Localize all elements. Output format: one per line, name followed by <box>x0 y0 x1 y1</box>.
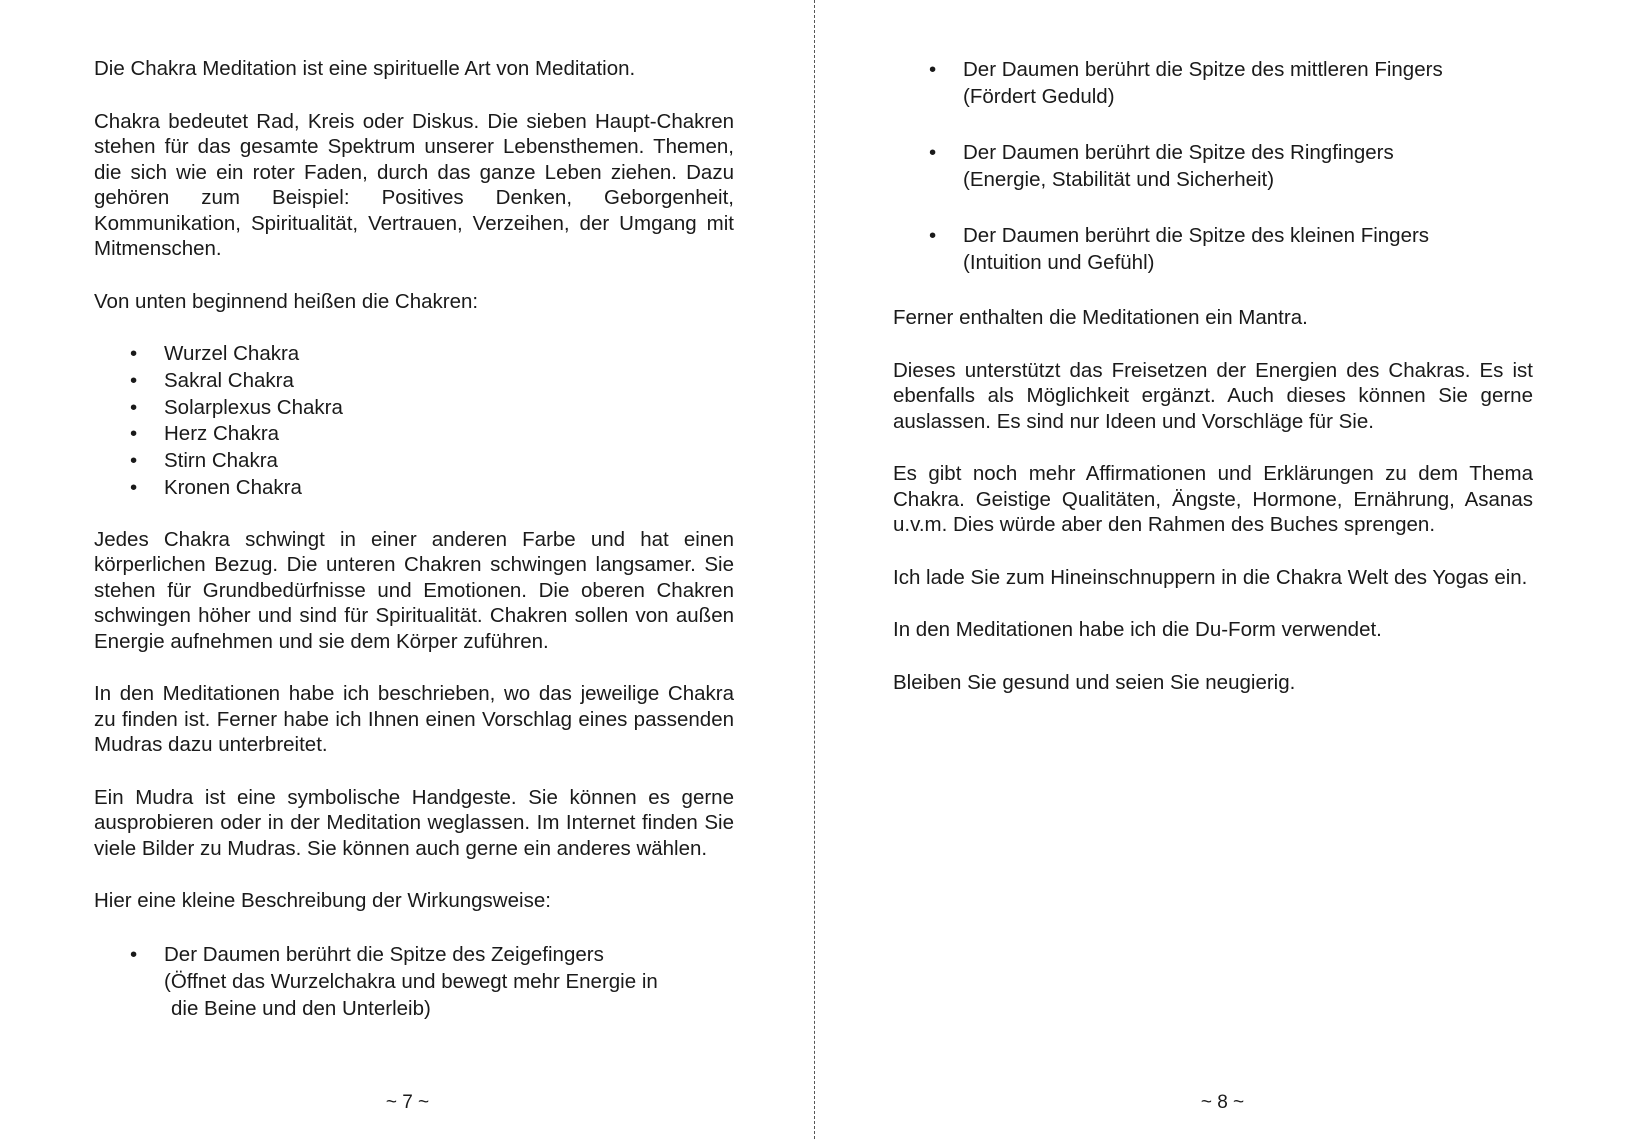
chakra-list <box>94 341 734 502</box>
left-text-column <box>94 56 734 1051</box>
page-number: ~ 8 ~ <box>1200 1092 1245 1113</box>
meditation-description-paragraph: In den Meditationen habe ich beschrieben, wo das jeweilige Chakra zu finden ist. Ferner habe ich Ihnen einen Vorschlag eines passenden Mudras dazu unterbreitet. <box>94 682 734 757</box>
bullet-icon: • <box>929 141 937 164</box>
list-item: • Sakral Chakra <box>130 368 734 395</box>
mudra-description: (Fördert Geduld) <box>963 85 1115 108</box>
mudra-title: Der Daumen berührt die Spitze des Ringfingers <box>963 141 1394 164</box>
list-item: • Wurzel Chakra <box>130 341 734 368</box>
affirmations-paragraph: Es gibt noch mehr Affirmationen und Erklärungen zu dem Thema Chakra. Geistige Qualitäten, Ängste, Hormone, Ernährung, Asanas u.v.m. Dies würde aber den Rahmen des Buches sprengen. <box>893 462 1533 536</box>
list-item <box>929 56 1533 110</box>
mudra-description: (Öffnet das Wurzelchakra und bewegt mehr Energie in <box>164 969 658 993</box>
mudra-description: die Beine und den Unterleib) <box>171 996 431 1020</box>
chakra-vibration-paragraph: Jedes Chakra schwingt in einer anderen Farbe und hat einen körperlichen Bezug. Die unteren Chakren schwingen langsamer. Sie stehen für Grundbedürfnisse und Emotionen. Die oberen Chakren schwingen höher und sind für Spiritualität. Chakren sollen von außen Energie aufnehmen und sie dem Körper zuführen. <box>94 527 734 653</box>
mudra-list-right <box>893 56 1533 276</box>
list-item: • Herz Chakra <box>130 421 734 448</box>
bullet-icon: • <box>130 942 138 966</box>
bullet-icon: • <box>130 368 138 392</box>
bullet-icon: • <box>929 58 937 81</box>
mudra-paragraph: Ein Mudra ist eine symbolische Handgeste. Sie können es gerne ausprobieren oder in der Meditation weglassen. Im Internet finden Sie viele Bilder zu Mudras. Sie können auch gerne ein anderes wählen. <box>94 785 734 860</box>
closing-paragraph: Bleiben Sie gesund und seien Sie neugierig. <box>893 670 1296 694</box>
list-item: • Stirn Chakra <box>130 448 734 475</box>
bullet-icon: • <box>130 449 138 473</box>
bullet-icon: • <box>130 475 138 499</box>
chakra-definition-paragraph: Chakra bedeutet Rad, Kreis oder Diskus. Die sieben Haupt-Chakren stehen für das gesamte Spektrum unserer Lebensthemen. Themen, die sich wie ein roter Faden, durch das ganze Leben ziehen. Dazu gehören zum Beispiel: Positives Denken, Geborgenheit, Kommunikation, Spiritualität, Vertrauen, Verzeihen, der Umgang mit Mitmenschen. <box>94 109 734 260</box>
mantra-paragraph: Ferner enthalten die Meditationen ein Mantra. <box>893 306 1308 329</box>
invitation-paragraph: Ich lade Sie zum Hineinschnuppern in die Chakra Welt des Yogas ein. <box>893 565 1528 589</box>
mudra-description: (Energie, Stabilität und Sicherheit) <box>963 168 1275 191</box>
list-item <box>130 941 734 1022</box>
list-item <box>929 139 1533 193</box>
chakra-list-intro: Von unten beginnend heißen die Chakren: <box>94 289 479 313</box>
du-form-paragraph: In den Meditationen habe ich die Du-Form verwendet. <box>893 618 1382 641</box>
page-right <box>815 0 1630 1139</box>
bullet-icon: • <box>929 224 937 247</box>
mudra-list-left <box>94 941 734 1022</box>
effect-intro-paragraph: Hier eine kleine Beschreibung der Wirkungsweise: <box>94 889 551 913</box>
list-item: • Solarplexus Chakra <box>130 395 734 422</box>
bullet-icon: • <box>130 422 138 446</box>
mudra-title: Der Daumen berührt die Spitze des Zeigefingers <box>164 942 604 966</box>
page-number: ~ 7 ~ <box>385 1092 430 1113</box>
list-item: • Kronen Chakra <box>130 475 734 502</box>
bullet-icon: • <box>130 395 138 419</box>
mantra-support-paragraph: Dieses unterstützt das Freisetzen der Energien des Chakras. Es ist ebenfalls als Möglichkeit ergänzt. Auch dieses können Sie gerne auslassen. Es sind nur Ideen und Vorschläge für Sie. <box>893 358 1533 433</box>
mudra-title: Der Daumen berührt die Spitze des mittleren Fingers <box>963 58 1443 81</box>
bullet-icon: • <box>130 342 138 365</box>
mudra-description: (Intuition und Gefühl) <box>963 251 1155 274</box>
list-item <box>929 222 1533 276</box>
right-text-column <box>893 56 1533 722</box>
mudra-title: Der Daumen berührt die Spitze des kleinen Fingers <box>963 224 1430 247</box>
intro-paragraph: Die Chakra Meditation ist eine spirituelle Art von Meditation. <box>94 57 636 80</box>
